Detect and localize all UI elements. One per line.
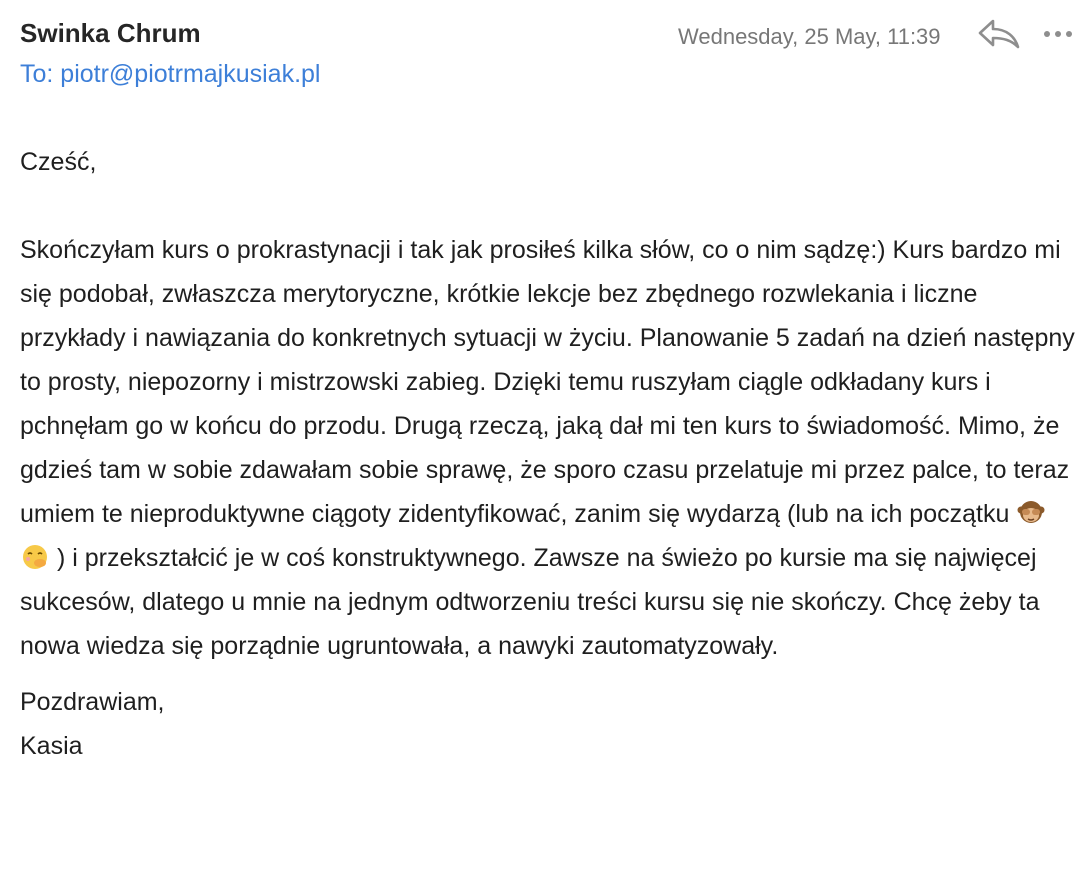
see-no-evil-monkey-icon — [1016, 498, 1046, 528]
message-text-part-1: Skończyłam kurs o prokrastynacji i tak jak prosiłeś kilka słów, co o nim sądzę:) Kurs bardzo mi się podobał, zwłaszcza merytoryczne, krótkie lekcje bez zbędnego rozwlekania i liczne przykłady i nawiązania do konkretnych sytuacji w życiu. Planowanie 5 zadań na dzień następny to prosty, niepozorny i mistrzowski zabieg. Dzięki temu ruszyłam ciągle odkładany kurs i pchnęłam go w końcu do przodu. Drugą rzeczą, jaką dał mi ten kurs to świadomość. Mimo, że gdzieś tam w sobie zdawałam sobie sprawę, że sporo czasu przelatuje mi przez palce, to teraz umiem te nieproduktywne ciągoty zidentyfikować, zanim się wydarzą (lub na ich początku — [20, 236, 1075, 528]
signature: Kasia — [20, 732, 83, 760]
reply-icon[interactable] — [976, 17, 1022, 51]
sent-date: Wednesday, 25 May, 11:39 — [678, 24, 941, 49]
message-text-part-2: ) i przekształcić je w coś konstruktywnego. Zawsze na świeżo po kursie ma się najwięcej sukcesów, dlatego u mnie na jednym odtworzeniu treści kursu się nie skończy. Chcę żeby ta nowa wiedza się porządnie ugruntowała, a nawyki zautomatyzowały. — [20, 544, 1040, 660]
email-body — [20, 140, 1080, 768]
hand-over-mouth-face-icon — [20, 542, 50, 572]
message-paragraph — [20, 228, 1080, 668]
more-icon[interactable] — [1042, 22, 1074, 46]
recipient-address[interactable]: To: piotr@piotrmajkusiak.pl — [20, 60, 321, 88]
sender-name[interactable]: Swinka Chrum — [20, 18, 201, 48]
closing: Pozdrawiam, — [20, 688, 165, 716]
greeting: Cześć, — [20, 148, 97, 176]
